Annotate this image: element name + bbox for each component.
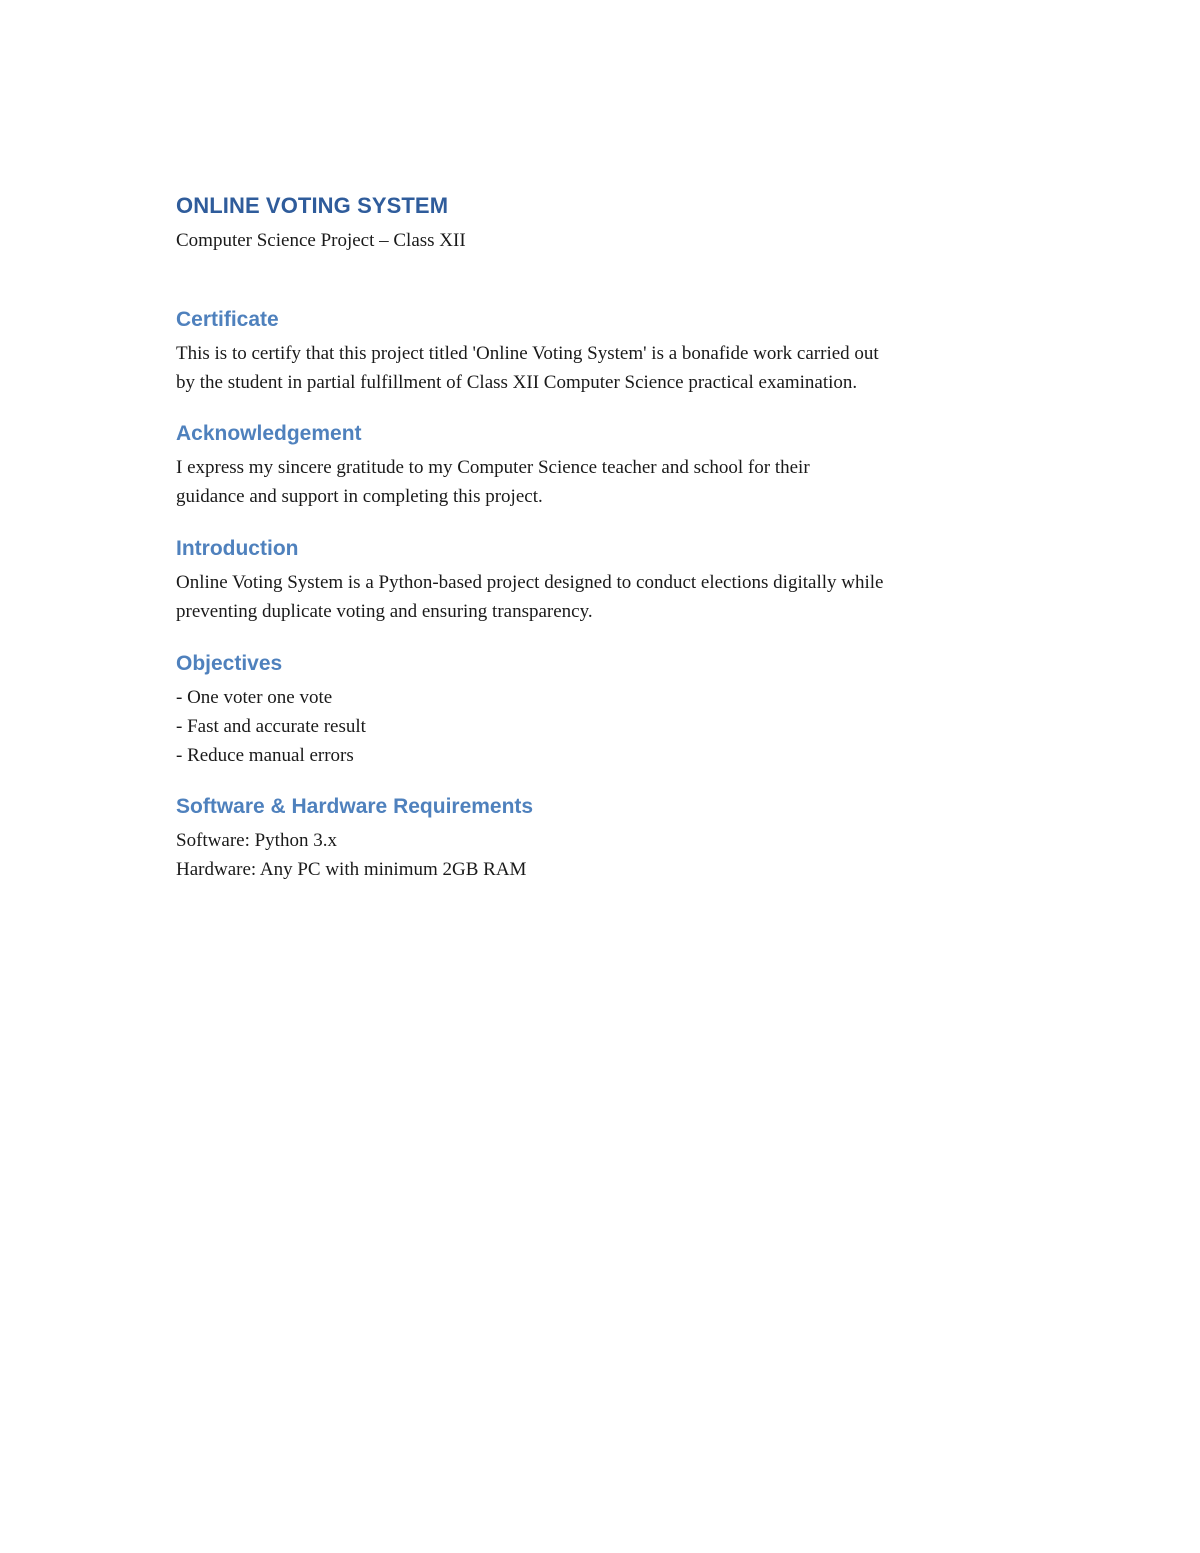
objectives-section: [176, 649, 1036, 770]
objectives-list: [176, 683, 1036, 770]
requirements-heading: Software & Hardware Requirements: [176, 795, 534, 818]
acknowledgement-section: [176, 419, 1036, 511]
objective-item: - Fast and accurate result: [176, 716, 366, 737]
acknowledgement-paragraph: [176, 453, 1036, 511]
introduction-heading: Introduction: [176, 537, 299, 560]
certificate-heading: Certificate: [176, 308, 279, 331]
certificate-paragraph: [176, 339, 1036, 397]
introduction-line: Online Voting System is a Python-based project designed to conduct elections digitally while: [176, 572, 884, 593]
requirements-list: [176, 826, 1036, 884]
acknowledgement-line: guidance and support in completing this project.: [176, 486, 543, 507]
document-title: ONLINE VOTING SYSTEM: [176, 193, 449, 218]
certificate-line: by the student in partial fulfillment of Class XII Computer Science practical examination.: [176, 372, 858, 393]
acknowledgement-line: I express my sincere gratitude to my Computer Science teacher and school for their: [176, 457, 810, 478]
introduction-paragraph: [176, 568, 1036, 626]
introduction-line: preventing duplicate voting and ensuring transparency.: [176, 601, 593, 622]
objective-item: - One voter one vote: [176, 687, 333, 708]
certificate-line: This is to certify that this project titled 'Online Voting System' is a bonafide work carried out: [176, 343, 879, 364]
objective-item: - Reduce manual errors: [176, 745, 354, 766]
acknowledgement-heading: Acknowledgement: [176, 422, 362, 445]
software-requirement: Software: Python 3.x: [176, 830, 337, 851]
document-content: [176, 190, 1036, 884]
hardware-requirement: Hardware: Any PC with minimum 2GB RAM: [176, 859, 527, 880]
introduction-section: [176, 534, 1036, 626]
objectives-heading: Objectives: [176, 652, 283, 675]
requirements-section: [176, 792, 1036, 884]
certificate-section: [176, 305, 1036, 397]
document-subtitle: Computer Science Project – Class XII: [176, 230, 466, 251]
